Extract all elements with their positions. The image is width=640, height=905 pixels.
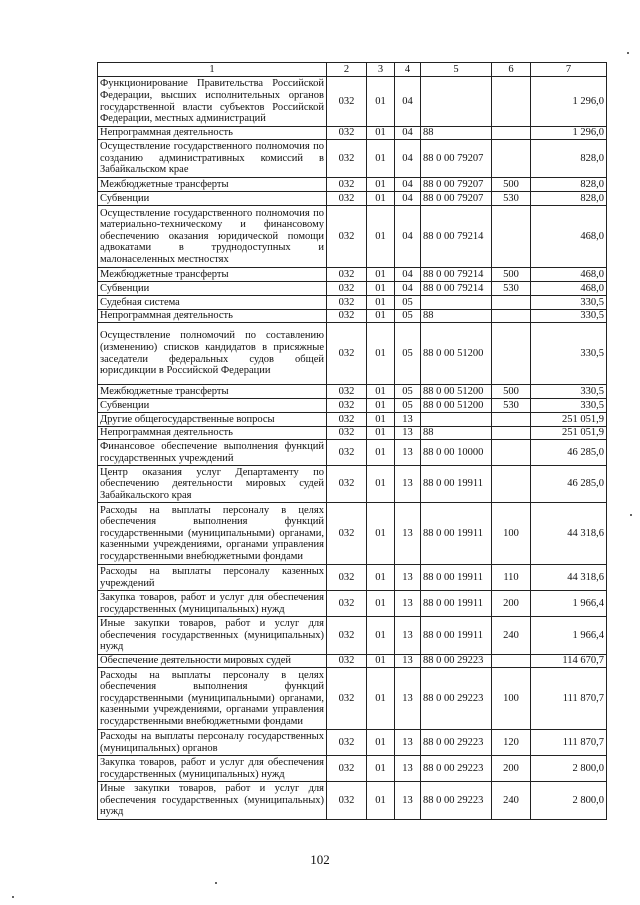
table-row: [98, 140, 607, 178]
target-article-code: [421, 413, 492, 427]
scan-speck: [627, 52, 629, 54]
section-code: 01: [367, 756, 395, 782]
section-code: 01: [367, 565, 395, 591]
row-description: Закупка товаров, работ и услуг для обеспечения государственных (муниципальных) нужд: [98, 591, 327, 617]
target-article-code: 88 0 00 51200: [421, 385, 492, 399]
subsection-code: 13: [395, 756, 421, 782]
ministry-code: 032: [327, 668, 367, 730]
amount-value: 330,5: [531, 323, 607, 385]
subsection-code: 04: [395, 192, 421, 206]
table-row: [98, 192, 607, 206]
ministry-code: 032: [327, 427, 367, 440]
target-article-code: 88 0 00 79207: [421, 192, 492, 206]
target-article-code: 88 0 00 29223: [421, 756, 492, 782]
row-description: Осуществление полномочий по составлению (изменению) списков кандидатов в присяжные заседатели федеральных судов общей юрисдикции в Российской Федерации: [98, 323, 327, 385]
subsection-code: 04: [395, 268, 421, 282]
ministry-code: 032: [327, 655, 367, 668]
target-article-code: 88 0 00 79207: [421, 178, 492, 192]
amount-value: 46 285,0: [531, 440, 607, 466]
amount-value: 1 966,4: [531, 591, 607, 617]
ministry-code: 032: [327, 591, 367, 617]
subsection-code: 13: [395, 668, 421, 730]
table-row: [98, 399, 607, 413]
amount-value: 468,0: [531, 206, 607, 268]
section-code: 01: [367, 192, 395, 206]
row-description: Иные закупки товаров, работ и услуг для обеспечения государственных (муниципальных) нужд: [98, 782, 327, 820]
section-code: 01: [367, 323, 395, 385]
row-description: Расходы на выплаты персоналу казенных учреждений: [98, 565, 327, 591]
ministry-code: 032: [327, 206, 367, 268]
expense-type-code: [492, 655, 531, 668]
subsection-code: 13: [395, 413, 421, 427]
row-description: Расходы на выплаты персоналу в целях обеспечения выполнения функций государственными (муниципальными) органами, казенными учреждениями, органами управления государственными внебюджетными фондами: [98, 668, 327, 730]
column-header: 4: [395, 63, 421, 77]
ministry-code: 032: [327, 399, 367, 413]
expense-type-code: 100: [492, 503, 531, 565]
table-row: [98, 427, 607, 440]
amount-value: 330,5: [531, 385, 607, 399]
table-row: [98, 668, 607, 730]
subsection-code: 13: [395, 466, 421, 503]
column-header: 2: [327, 63, 367, 77]
expense-type-code: [492, 440, 531, 466]
table-row: [98, 466, 607, 503]
ministry-code: 032: [327, 782, 367, 820]
section-code: 01: [367, 617, 395, 655]
target-article-code: 88 0 00 19911: [421, 617, 492, 655]
table-row: [98, 127, 607, 140]
row-description: Финансовое обеспечение выполнения функций государственных учреждений: [98, 440, 327, 466]
subsection-code: 05: [395, 296, 421, 310]
table-row: [98, 77, 607, 127]
amount-value: 1 296,0: [531, 127, 607, 140]
ministry-code: 032: [327, 565, 367, 591]
subsection-code: 13: [395, 617, 421, 655]
column-header: 6: [492, 63, 531, 77]
ministry-code: 032: [327, 140, 367, 178]
amount-value: 251 051,9: [531, 427, 607, 440]
target-article-code: 88 0 00 19911: [421, 466, 492, 503]
row-description: Обеспечение деятельности мировых судей: [98, 655, 327, 668]
amount-value: 2 800,0: [531, 782, 607, 820]
target-article-code: 88 0 00 10000: [421, 440, 492, 466]
amount-value: 468,0: [531, 268, 607, 282]
expense-type-code: [492, 296, 531, 310]
expense-type-code: [492, 77, 531, 127]
expense-type-code: [492, 127, 531, 140]
amount-value: 1 966,4: [531, 617, 607, 655]
amount-value: 114 670,7: [531, 655, 607, 668]
ministry-code: 032: [327, 282, 367, 296]
target-article-code: 88 0 00 29223: [421, 730, 492, 756]
expense-type-code: [492, 413, 531, 427]
target-article-code: 88 0 00 79214: [421, 268, 492, 282]
row-description: Закупка товаров, работ и услуг для обеспечения государственных (муниципальных) нужд: [98, 756, 327, 782]
row-description: Межбюджетные трансферты: [98, 268, 327, 282]
scan-speck: [12, 896, 14, 898]
expense-type-code: 500: [492, 385, 531, 399]
target-article-code: 88 0 00 79214: [421, 206, 492, 268]
expense-type-code: 200: [492, 756, 531, 782]
row-description: Функционирование Правительства Российской Федерации, высших исполнительных органов государственной власти субъектов Российской Федерации, местных администраций: [98, 77, 327, 127]
expense-type-code: [492, 466, 531, 503]
expense-type-code: 500: [492, 268, 531, 282]
column-header: 1: [98, 63, 327, 77]
row-description: Субвенции: [98, 399, 327, 413]
table-row: [98, 296, 607, 310]
table-row: [98, 385, 607, 399]
subsection-code: 13: [395, 503, 421, 565]
ministry-code: 032: [327, 466, 367, 503]
row-description: Центр оказания услуг Департаменту по обеспечению деятельности мировых судей Забайкальского края: [98, 466, 327, 503]
section-code: 01: [367, 466, 395, 503]
ministry-code: 032: [327, 440, 367, 466]
section-code: 01: [367, 440, 395, 466]
budget-table: [97, 62, 607, 820]
section-code: 01: [367, 655, 395, 668]
table-header-row: [98, 63, 607, 77]
table-row: [98, 440, 607, 466]
subsection-code: 05: [395, 399, 421, 413]
amount-value: 828,0: [531, 192, 607, 206]
row-description: Субвенции: [98, 282, 327, 296]
target-article-code: 88 0 00 19911: [421, 591, 492, 617]
ministry-code: 032: [327, 730, 367, 756]
amount-value: 111 870,7: [531, 730, 607, 756]
table-row: [98, 503, 607, 565]
expense-type-code: 240: [492, 782, 531, 820]
section-code: 01: [367, 427, 395, 440]
table-row: [98, 310, 607, 323]
column-header: 3: [367, 63, 395, 77]
expense-type-code: [492, 323, 531, 385]
amount-value: 828,0: [531, 178, 607, 192]
expense-type-code: 500: [492, 178, 531, 192]
subsection-code: 13: [395, 427, 421, 440]
section-code: 01: [367, 77, 395, 127]
expense-type-code: 110: [492, 565, 531, 591]
target-article-code: [421, 77, 492, 127]
subsection-code: 13: [395, 655, 421, 668]
ministry-code: 032: [327, 178, 367, 192]
amount-value: 46 285,0: [531, 466, 607, 503]
section-code: 01: [367, 730, 395, 756]
target-article-code: 88 0 00 19911: [421, 503, 492, 565]
row-description: Другие общегосударственные вопросы: [98, 413, 327, 427]
expense-type-code: 530: [492, 192, 531, 206]
ministry-code: 032: [327, 385, 367, 399]
row-description: Непрограммная деятельность: [98, 427, 327, 440]
subsection-code: 04: [395, 282, 421, 296]
section-code: 01: [367, 296, 395, 310]
row-description: Судебная система: [98, 296, 327, 310]
amount-value: 468,0: [531, 282, 607, 296]
table-row: [98, 206, 607, 268]
column-header: 5: [421, 63, 492, 77]
ministry-code: 032: [327, 617, 367, 655]
section-code: 01: [367, 178, 395, 192]
section-code: 01: [367, 782, 395, 820]
column-header: 7: [531, 63, 607, 77]
table-row: [98, 178, 607, 192]
ministry-code: 032: [327, 503, 367, 565]
target-article-code: 88 0 00 51200: [421, 399, 492, 413]
target-article-code: 88 0 00 79214: [421, 282, 492, 296]
section-code: 01: [367, 268, 395, 282]
page-number: 102: [310, 852, 330, 867]
subsection-code: 05: [395, 385, 421, 399]
subsection-code: 04: [395, 127, 421, 140]
table-row: [98, 730, 607, 756]
ministry-code: 032: [327, 127, 367, 140]
section-code: 01: [367, 591, 395, 617]
table-row: [98, 617, 607, 655]
expense-type-code: 240: [492, 617, 531, 655]
ministry-code: 032: [327, 192, 367, 206]
row-description: Непрограммная деятельность: [98, 127, 327, 140]
row-description: Иные закупки товаров, работ и услуг для обеспечения государственных (муниципальных) нужд: [98, 617, 327, 655]
expense-type-code: 530: [492, 399, 531, 413]
expense-type-code: [492, 206, 531, 268]
target-article-code: 88 0 00 29223: [421, 668, 492, 730]
amount-value: 330,5: [531, 399, 607, 413]
ministry-code: 032: [327, 310, 367, 323]
subsection-code: 13: [395, 440, 421, 466]
row-description: Непрограммная деятельность: [98, 310, 327, 323]
ministry-code: 032: [327, 413, 367, 427]
target-article-code: 88 0 00 29223: [421, 782, 492, 820]
subsection-code: 13: [395, 782, 421, 820]
table-body: [98, 77, 607, 820]
target-article-code: 88 0 00 51200: [421, 323, 492, 385]
section-code: 01: [367, 206, 395, 268]
ministry-code: 032: [327, 77, 367, 127]
subsection-code: 13: [395, 730, 421, 756]
section-code: 01: [367, 310, 395, 323]
subsection-code: 04: [395, 140, 421, 178]
table-row: [98, 655, 607, 668]
row-description: Осуществление государственного полномочия по материально-техническому и финансовому обеспечению оказания юридической помощи адвокатами в труднодоступных и малонаселенных местностях: [98, 206, 327, 268]
target-article-code: 88: [421, 127, 492, 140]
subsection-code: 04: [395, 77, 421, 127]
expense-type-code: 100: [492, 668, 531, 730]
row-description: Межбюджетные трансферты: [98, 385, 327, 399]
row-description: Расходы на выплаты персоналу в целях обеспечения выполнения функций государственными (муниципальными) органами, казенными учреждениями, органами управления государственными внебюджетными фондами: [98, 503, 327, 565]
target-article-code: 88 0 00 29223: [421, 655, 492, 668]
table-row: [98, 323, 607, 385]
expense-type-code: [492, 427, 531, 440]
amount-value: 330,5: [531, 296, 607, 310]
target-article-code: 88 0 00 19911: [421, 565, 492, 591]
table-row: [98, 282, 607, 296]
section-code: 01: [367, 413, 395, 427]
row-description: Осуществление государственного полномочия по созданию административных комиссий в Забайкальском крае: [98, 140, 327, 178]
table-row: [98, 782, 607, 820]
expense-type-code: 200: [492, 591, 531, 617]
section-code: 01: [367, 140, 395, 178]
amount-value: 251 051,9: [531, 413, 607, 427]
row-description: Межбюджетные трансферты: [98, 178, 327, 192]
amount-value: 330,5: [531, 310, 607, 323]
section-code: 01: [367, 668, 395, 730]
subsection-code: 13: [395, 591, 421, 617]
subsection-code: 13: [395, 565, 421, 591]
target-article-code: 88 0 00 79207: [421, 140, 492, 178]
section-code: 01: [367, 399, 395, 413]
target-article-code: [421, 296, 492, 310]
scan-speck: [630, 514, 632, 516]
section-code: 01: [367, 282, 395, 296]
subsection-code: 04: [395, 206, 421, 268]
target-article-code: 88: [421, 310, 492, 323]
expense-type-code: [492, 310, 531, 323]
table-row: [98, 591, 607, 617]
subsection-code: 05: [395, 323, 421, 385]
expense-type-code: [492, 140, 531, 178]
table-row: [98, 565, 607, 591]
scan-speck: [215, 882, 217, 884]
subsection-code: 04: [395, 178, 421, 192]
row-description: Субвенции: [98, 192, 327, 206]
target-article-code: 88: [421, 427, 492, 440]
amount-value: 44 318,6: [531, 565, 607, 591]
table-row: [98, 756, 607, 782]
amount-value: 828,0: [531, 140, 607, 178]
amount-value: 2 800,0: [531, 756, 607, 782]
amount-value: 44 318,6: [531, 503, 607, 565]
ministry-code: 032: [327, 268, 367, 282]
expense-type-code: 120: [492, 730, 531, 756]
amount-value: 1 296,0: [531, 77, 607, 127]
amount-value: 111 870,7: [531, 668, 607, 730]
ministry-code: 032: [327, 296, 367, 310]
table-row: [98, 413, 607, 427]
section-code: 01: [367, 127, 395, 140]
ministry-code: 032: [327, 756, 367, 782]
subsection-code: 05: [395, 310, 421, 323]
table-row: [98, 268, 607, 282]
section-code: 01: [367, 385, 395, 399]
ministry-code: 032: [327, 323, 367, 385]
expense-type-code: 530: [492, 282, 531, 296]
section-code: 01: [367, 503, 395, 565]
row-description: Расходы на выплаты персоналу государственных (муниципальных) органов: [98, 730, 327, 756]
